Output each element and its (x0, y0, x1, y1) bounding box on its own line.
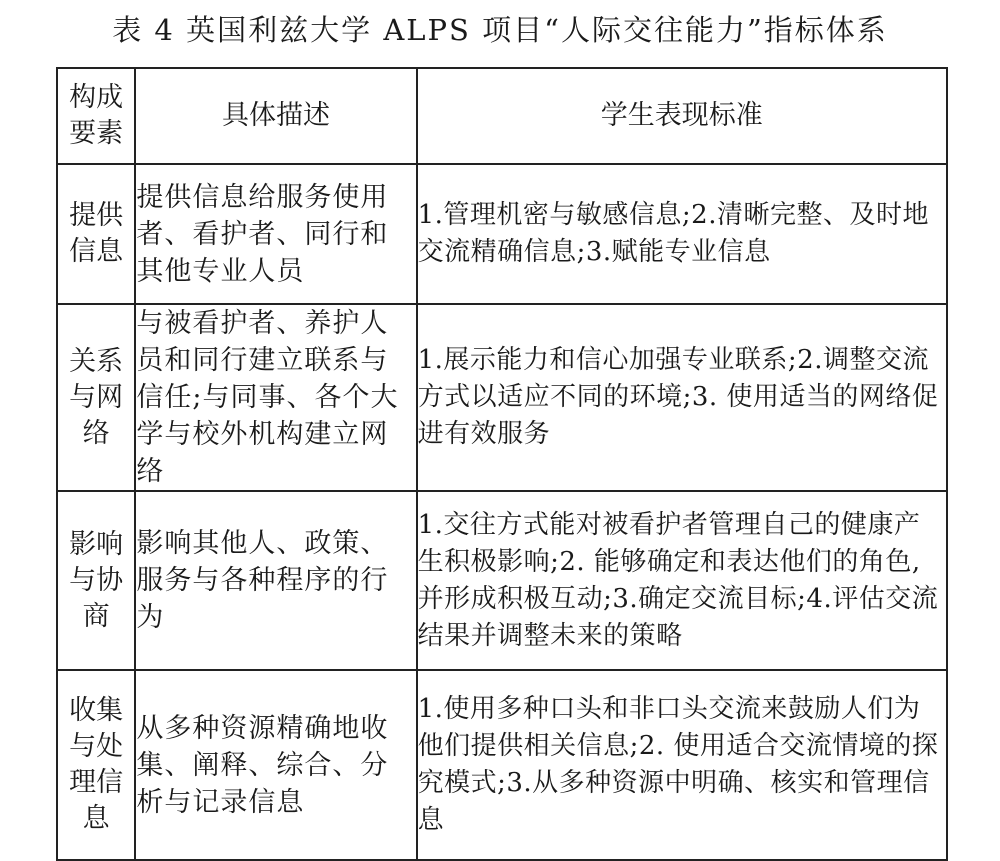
element-cell (57, 491, 135, 670)
element-label: 影响与协商 (69, 528, 124, 632)
description-cell (135, 491, 416, 670)
table-row (57, 491, 947, 670)
table-row (57, 164, 947, 304)
standard-text: 1.管理机密与敏感信息;2.清晰完整、及时地交流精确信息;3.赋能专业信息 (417, 200, 929, 267)
indicator-table (56, 67, 948, 861)
description-text: 与被看护者、养护人员和同行建立联系与信任;与同事、各个大学与校外机构建立网络 (136, 308, 399, 487)
standard-cell (417, 670, 947, 860)
header-standard-label: 学生表现标准 (600, 100, 763, 131)
header-element (57, 68, 135, 164)
standard-cell (417, 164, 947, 304)
element-label: 关系与网络 (69, 345, 124, 449)
description-cell (135, 304, 416, 491)
standard-text: 1.展示能力和信心加强专业联系;2.调整交流方式以适应不同的环境;3. 使用适当的网络促进有效服务 (417, 345, 939, 449)
element-label: 提供信息 (69, 200, 124, 267)
table-row (57, 304, 947, 491)
header-description-label: 具体描述 (221, 100, 330, 131)
element-label: 收集与处理信息 (69, 695, 124, 834)
header-description (135, 68, 416, 164)
element-cell (57, 304, 135, 491)
table-title: 表 4 英国利兹大学 ALPS 项目“人际交往能力”指标体系 (112, 13, 888, 47)
standard-text: 1.使用多种口头和非口头交流来鼓励人们为他们提供相关信息;2. 使用适合交流情境的探究模式;3.从多种资源中明确、核实和管理信息 (417, 694, 939, 835)
header-standard (417, 68, 947, 164)
description-text: 从多种资源精确地收集、阐释、综合、分析与记录信息 (136, 712, 389, 818)
header-element-label: 构成要素 (69, 82, 124, 149)
standard-text: 1.交往方式能对被看护者管理自己的健康产生积极影响;2. 能够确定和表达他们的角色,并形成积极互动;3.确定交流目标;4.评估交流结果并调整未来的策略 (417, 509, 939, 651)
description-cell (135, 670, 416, 860)
element-cell (57, 164, 135, 304)
description-cell (135, 164, 416, 304)
standard-cell (417, 491, 947, 670)
table-row (57, 670, 947, 860)
standard-cell (417, 304, 947, 491)
table-header-row (57, 68, 947, 164)
element-cell (57, 670, 135, 860)
description-text: 提供信息给服务使用者、看护者、同行和其他专业人员 (136, 181, 389, 287)
description-text: 影响其他人、政策、服务与各种程序的行为 (136, 528, 389, 633)
